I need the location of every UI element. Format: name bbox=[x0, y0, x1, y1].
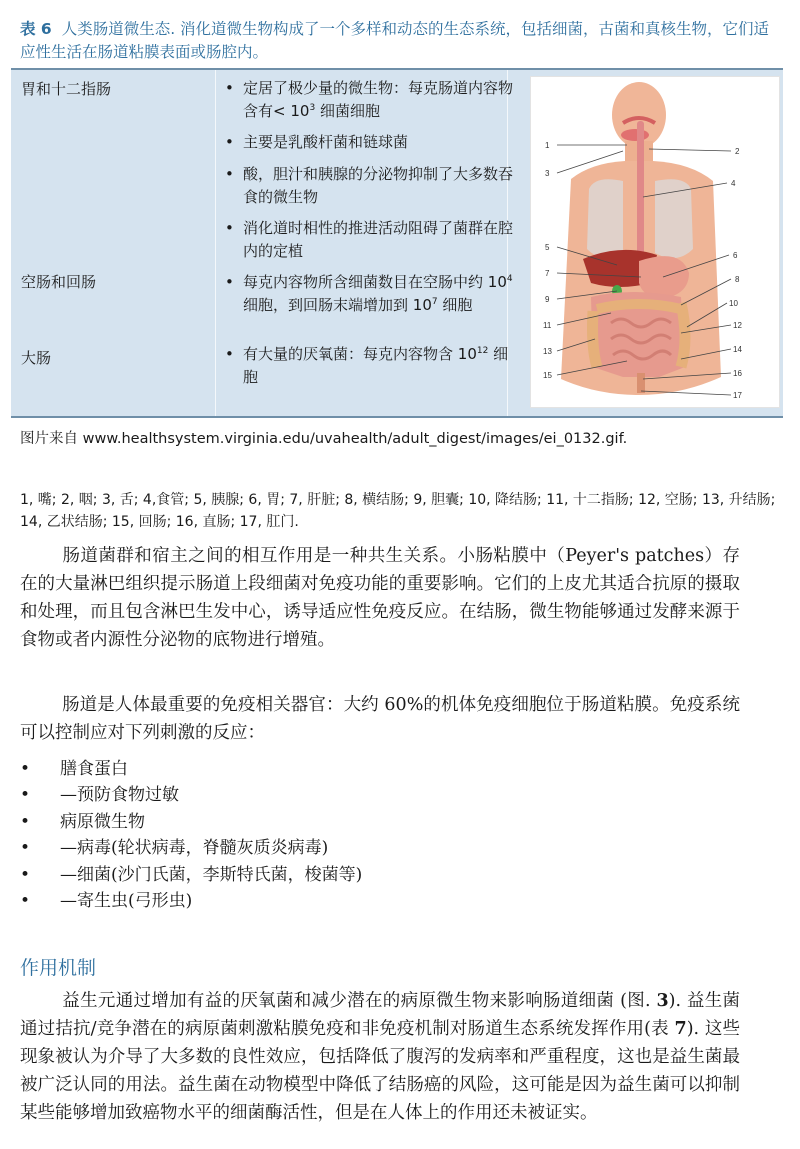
list-item: • —病毒(轮状病毒，脊髓灰质炎病毒) bbox=[20, 835, 720, 861]
bullet-icon: • bbox=[225, 79, 234, 97]
caption-text: 人类肠道微生态. 消化道微生物构成了一个多样和动态的生态系统，包括细菌，古菌和真核生物，它们适应性生活在肠道粘膜表面或肠腔内。 bbox=[20, 20, 770, 61]
bullet-icon: • bbox=[225, 133, 234, 151]
paragraph: 益生元通过增加有益的厌氧菌和减少潜在的病原微生物来影响肠道细菌 (图. 3). 益生菌通过拮抗/竞争潜在的病原菌刺激粘膜免疫和非免疫机制对肠道生态系统发挥作用(表 7). 这些现象被认为介导了大多数的良性效应，包括降低了腹泻的发病率和严重程度，这也是益生菌最被广泛认同的用法。益生菌在动物模型中降低了结肠癌的风险，这可能是因为益生菌可以抑制某些能够增加致癌物水平的细菌酶活性，但是在人体上的作用还未被证实。 bbox=[20, 991, 741, 1123]
list-item: • 膳食蛋白 bbox=[20, 756, 720, 782]
diagram-label: 16 bbox=[733, 369, 742, 378]
bullet-icon: • bbox=[20, 864, 31, 885]
diagram-label: 3 bbox=[545, 169, 550, 178]
figure-reference[interactable]: 3 bbox=[656, 991, 669, 1011]
diagram-label: 7 bbox=[545, 269, 550, 278]
section-heading: 作用机制 bbox=[20, 957, 97, 979]
table-bullet: • 定居了极少量的微生物：每克肠道内容物含有< $10^3$ 细菌细胞 bbox=[225, 79, 514, 120]
list-item: • —细菌(沙门氏菌，李斯特氏菌，梭菌等) bbox=[20, 862, 720, 888]
region-stomach-duodenum: 胃和十二指肠 bbox=[21, 80, 112, 98]
diagram-label: 12 bbox=[733, 321, 742, 330]
bullet-icon: • bbox=[20, 759, 31, 779]
digestive-system-illustration bbox=[531, 77, 779, 407]
immune-stimuli-list bbox=[20, 756, 720, 914]
table-bullet: • 每克内容物所含细菌数目在空肠中约 $10^4$细胞，到回肠末端增加到 $10^7$ 细胞 bbox=[225, 273, 513, 314]
diagram-label: 17 bbox=[733, 391, 742, 400]
table-label: 表 6 bbox=[20, 20, 52, 38]
table-bullet: • 有大量的厌氧菌：每克内容物含 $10^{12}$ 细胞 bbox=[225, 345, 509, 386]
diagram-label: 1 bbox=[545, 141, 550, 150]
diagram-label: 10 bbox=[729, 299, 738, 308]
paragraph: 肠道是人体最重要的免疫相关器官：大约 60%的机体免疫细胞位于肠道粘膜。免疫系统可以控制应对下列刺激的反应： bbox=[20, 695, 740, 743]
bullet-icon: • bbox=[20, 838, 31, 859]
bullet-icon: • bbox=[225, 165, 234, 183]
diagram-label: 8 bbox=[735, 275, 740, 284]
diagram-label: 13 bbox=[543, 347, 552, 356]
bullet-icon: • bbox=[20, 890, 31, 911]
diagram-label: 4 bbox=[731, 179, 736, 188]
diagram-label: 14 bbox=[733, 345, 742, 354]
table-reference[interactable]: 7 bbox=[674, 1019, 687, 1039]
diagram-label: 15 bbox=[543, 371, 552, 380]
diagram-label: 11 bbox=[543, 321, 552, 330]
digestive-system-diagram bbox=[530, 76, 780, 408]
table-bullet: • 消化道时相性的推进活动阻碍了菌群在腔内的定植 bbox=[225, 219, 514, 260]
image-source: 图片来自 www.healthsystem.virginia.edu/uvahealth/adult_digest/images/ei_0132.gif. bbox=[20, 431, 628, 447]
diagram-legend: 1, 嘴; 2, 咽; 3, 舌; 4,食管; 5, 胰腺; 6, 胃; 7, 肝脏; 8, 横结肠; 9, 胆囊; 10, 降结肠; 11, 十二指肠; 12, 空肠; 13, 升结肠; 14, 乙状结肠; 15, 回肠; 16, 直肠; 17, 肛门. bbox=[20, 492, 776, 530]
bullet-icon: • bbox=[225, 273, 234, 291]
paragraph: 肠道菌群和宿主之间的相互作用是一种共生关系。小肠粘膜中（Peyer's patches）存在的大量淋巴组织提示肠道上段细菌对免疫功能的重要影响。它们的上皮尤其适合抗原的摄取和处理，而且包含淋巴生发中心，诱导适应性免疫反应。在结肠，微生物能够通过发酵来源于食物或者内源性分泌物的底物进行增殖。 bbox=[20, 546, 740, 650]
table-bullet: • 主要是乳酸杆菌和链球菌 bbox=[225, 131, 523, 154]
table-bullet: • 酸，胆汁和胰腺的分泌物抑制了大多数吞食的微生物 bbox=[225, 165, 514, 206]
column-divider bbox=[215, 70, 216, 416]
region-large-intestine: 大肠 bbox=[21, 349, 52, 367]
list-item: • 病原微生物 bbox=[20, 809, 720, 835]
table-caption bbox=[20, 18, 780, 64]
bullet-icon: • bbox=[225, 345, 234, 363]
diagram-label: 6 bbox=[733, 251, 738, 260]
list-item: • —寄生虫(弓形虫) bbox=[20, 888, 720, 914]
bullet-icon: • bbox=[20, 811, 31, 832]
diagram-label: 5 bbox=[545, 243, 550, 252]
bullet-icon: • bbox=[20, 785, 31, 806]
bullet-icon: • bbox=[225, 219, 234, 237]
diagram-label: 9 bbox=[545, 295, 550, 304]
region-jejunum-ileum: 空肠和回肠 bbox=[21, 273, 97, 291]
list-item: • —预防食物过敏 bbox=[20, 782, 720, 808]
diagram-label: 2 bbox=[735, 147, 740, 156]
